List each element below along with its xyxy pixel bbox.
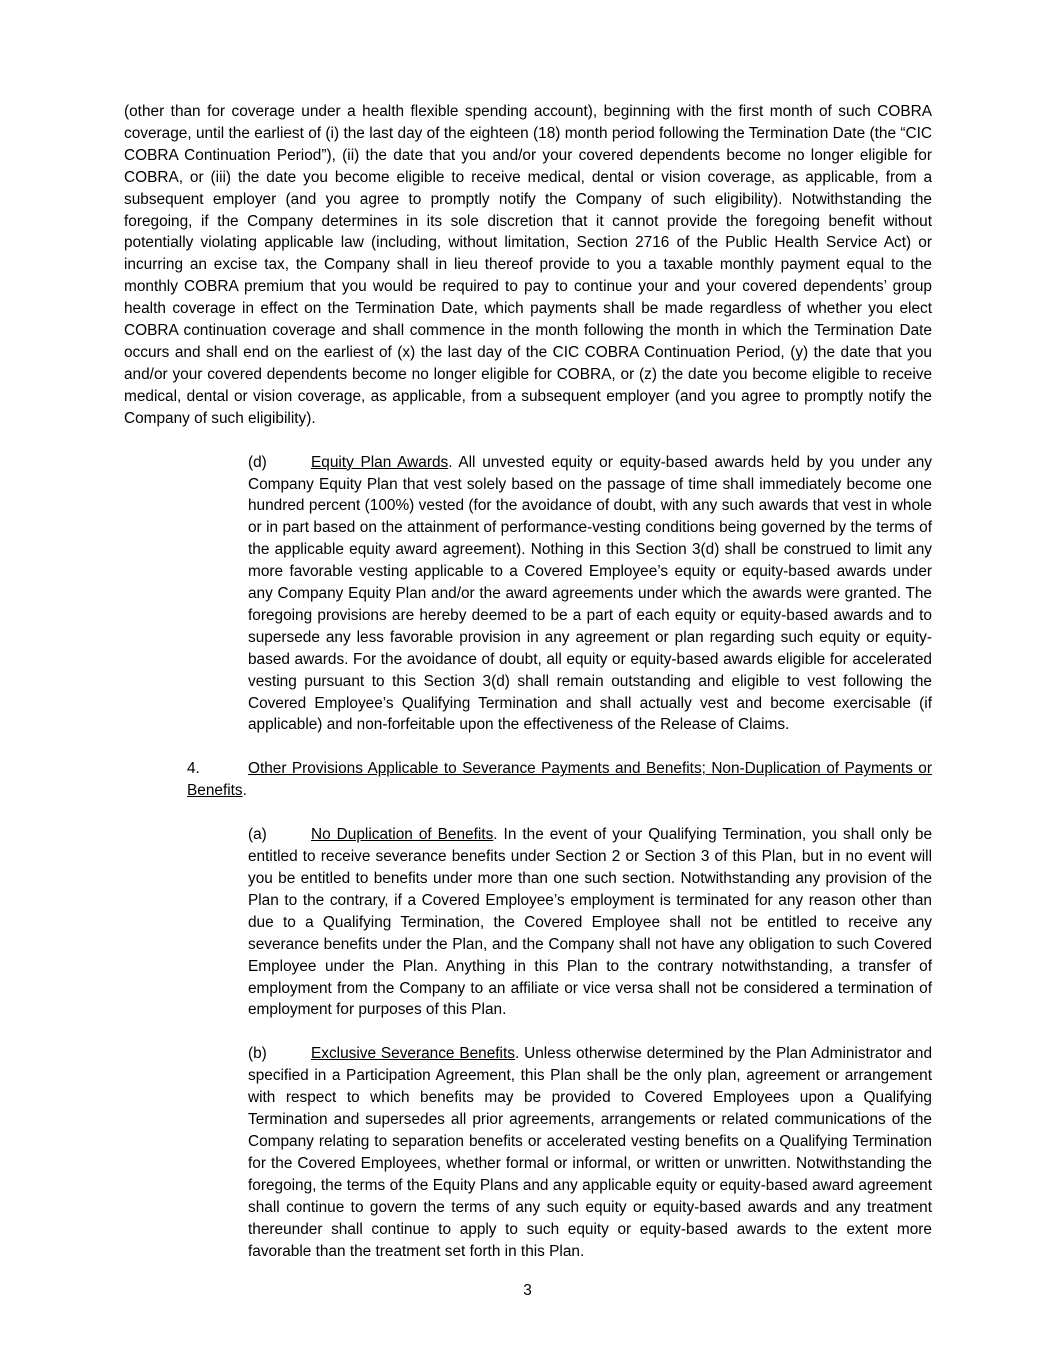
document-page	[124, 101, 932, 1284]
section-number: (d)	[248, 453, 267, 471]
section-text: . All unvested equity or equity-based awards held by you under any Company Equity Plan that vest solely based on the passage of time shall immediately become one hundred percent (100%) vested (for the avoidance of doubt, with any such awards that vest in whole or in part based on the attainment of performance-vesting conditions being governed by the terms of the applicable equity award agreement). Nothing in this Section 3(d) shall be construed to limit any more favorable vesting applicable to a Covered Employee’s equity or equity-based awards under any Company Equity Plan and/or the award agreements under which the awards were granted. The foregoing provisions are hereby deemed to be a part of each equity or equity-based awards and to supersede any less favorable provision in any agreement or plan regarding such equity or equity-based awards. For the avoidance of doubt, all equity or equity-based awards eligible for accelerated vesting pursuant to this Section 3(d) shall remain outstanding and eligible to vest following the Covered Employee’s Qualifying Termination and shall actually vest and become exercisable (if applicable) and non-forfeitable upon the effectiveness of the Release of Claims.	[248, 453, 932, 734]
section-text: . Unless otherwise determined by the Plan Administrator and specified in a Participation Agreement, this Plan shall be the only plan, agreement or arrangement with respect to which benefits may be provided to Covered Employees upon a Qualifying Termination and supersedes all prior agreements, arrangements or related communications of the Company relating to separation benefits or accelerated vesting benefits on a Qualifying Termination for the Covered Employees, whether formal or informal, or written or unwritten. Notwithstanding the foregoing, the terms of the Equity Plans and any applicable equity or equity-based award agreement shall continue to govern the terms of any such equity or equity-based awards and any treatment thereunder shall continue to apply to such equity or equity-based awards to the extent more favorable than the treatment set forth in this Plan.	[248, 1045, 933, 1260]
section-heading: Equity Plan Awards	[311, 453, 449, 471]
section-heading: Other Provisions Applicable to Severance Payments and Benefits; Non-Duplication of Payments or Benefits	[187, 760, 932, 800]
section-number: 4.	[187, 760, 200, 778]
section-number: (a)	[248, 826, 267, 844]
section-text: . In the event of your Qualifying Termination, you shall only be entitled to receive severance benefits under Section 2 or Section 3 of this Plan, but in no event will you be entitled to benefits under more than one such section. Notwithstanding any provision of the Plan to the contrary, if a Covered Employee’s employment is terminated for any reason other than due to a Qualifying Termination, the Covered Employee shall not be entitled to receive any severance benefits under the Plan, and the Company shall not have any obligation to such Covered Employee under the Plan. Anything in this Plan to the contrary notwithstanding, a transfer of employment from the Company to an affiliate or vice versa shall not be considered a termination of employment for purposes of this Plan.	[248, 826, 932, 1019]
paragraph-4a-no-duplication	[124, 824, 932, 1021]
page-number: 3	[523, 1282, 532, 1299]
paragraph-cobra-continuation: (other than for coverage under a health flexible spending account), beginning with the first month of such COBRA coverage, until the earliest of (i) the last day of the eighteen (18) month period following the Termination Date (the “CIC COBRA Continuation Period”), (ii) the date that you and/or your covered dependents become no longer eligible for COBRA, or (iii) the date you become eligible to receive medical, dental or vision coverage, as applicable, from a subsequent employer (and you agree to promptly notify the Company of such eligibility). Notwithstanding the foregoing, if the Company determines in its sole discretion that it cannot provide the foregoing benefit without potentially violating applicable law (including, without limitation, Section 2716 of the Public Health Service Act) or incurring an excise tax, the Company shall in lieu thereof provide to you a taxable monthly payment equal to the monthly COBRA premium that you would be required to pay to continue your and your covered dependents’ group health coverage in effect on the Termination Date, which payments shall be made regardless of whether you elect COBRA continuation coverage and shall commence in the month following the month in which the Termination Date occurs and shall end on the earliest of (x) the last day of the CIC COBRA Continuation Period, (y) the date that you and/or your covered dependents become no longer eligible for COBRA, or (z) the date you become eligible to receive medical, dental or vision coverage, as applicable, from a subsequent employer (and you agree to promptly notify the Company of such eligibility).	[124, 103, 932, 427]
section-heading: No Duplication of Benefits	[311, 826, 494, 844]
section-text: .	[242, 782, 247, 800]
section-4-heading	[124, 758, 932, 802]
section-number: (b)	[248, 1045, 267, 1063]
paragraph-3d-equity-plan-awards	[124, 452, 932, 737]
paragraph-4b-exclusive-severance	[124, 1043, 932, 1262]
section-heading: Exclusive Severance Benefits	[311, 1045, 515, 1063]
